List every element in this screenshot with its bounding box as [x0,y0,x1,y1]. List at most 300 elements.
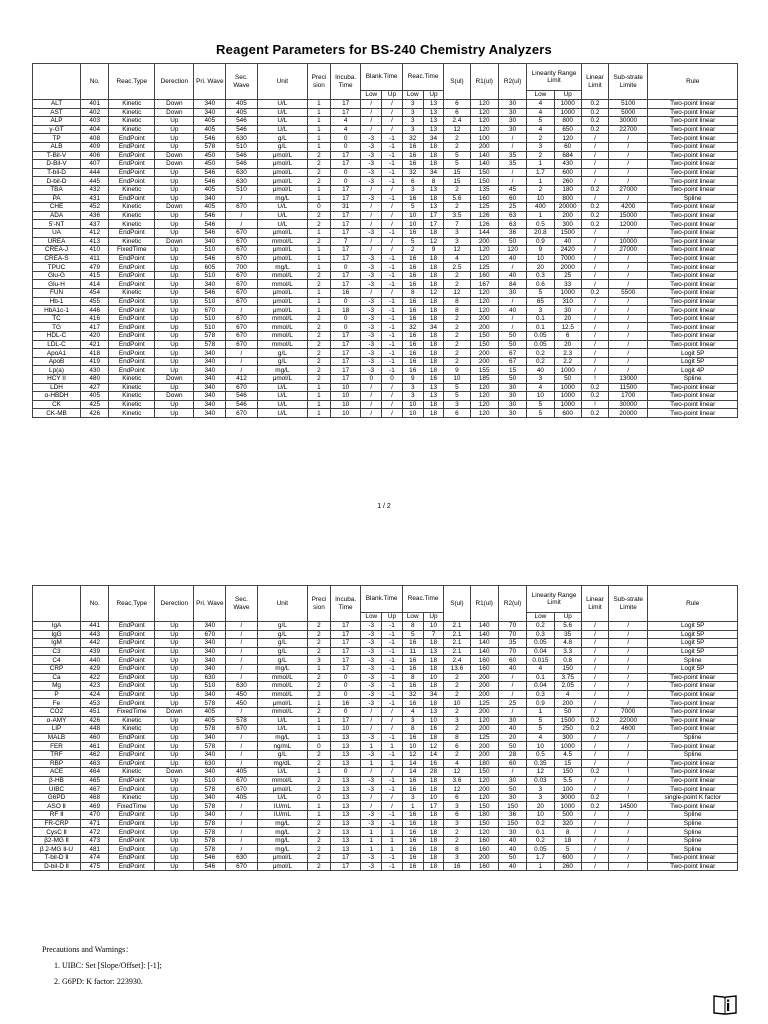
table-cell: / [361,100,382,109]
table-cell: U/L [257,400,307,409]
table-cell: 150 [470,340,498,349]
table-cell: EndPoint [109,194,155,203]
header-blank-up: Up [382,91,403,100]
table-cell: 16 [402,785,423,794]
table-cell: 340 [194,237,226,246]
table-cell: 426 [81,716,109,725]
table-cell: Logit 5P [648,664,738,673]
table-cell: 50 [554,375,581,384]
table-cell: μmol/L [257,160,307,169]
table-cell: EndPoint [109,682,155,691]
table-cell: 2 [402,246,423,255]
table-cell: 16 [402,828,423,837]
table-cell: 340 [194,392,226,401]
table-cell: 50 [498,854,526,863]
table-cell: 18 [554,836,581,845]
table-cell: μmol/L [257,699,307,708]
table-cell: 30 [498,392,526,401]
table-cell: 464 [81,768,109,777]
table-cell: 16 [402,845,423,854]
table-cell: 546 [194,211,226,220]
table-cell: 17 [423,802,444,811]
table-cell: Two-point linear [648,862,738,871]
table-cell: Mg [33,682,81,691]
header-reac-type: Reac.Type [109,64,155,100]
table-cell: / [361,108,382,117]
header-lin-low: Low [527,91,554,100]
table-cell: 6 [444,742,470,751]
table-row [33,280,738,289]
table-cell: / [581,228,608,237]
table-cell: 1000 [554,289,581,298]
table-cell: 12 [444,768,470,777]
table-cell: T-bil-D Ⅱ [33,854,81,863]
table-cell: CO2 [33,707,81,716]
table-cell: 1 [402,802,423,811]
header-rule: Rule [648,586,738,622]
table-cell: Two-point linear [648,177,738,186]
table-cell: ApoB [33,357,81,366]
table-cell: 425 [81,400,109,409]
table-cell: 3 [527,306,554,315]
table-cell: 17 [330,194,361,203]
table-cell: EndPoint [109,647,155,656]
table-cell: 0 [307,742,330,751]
table-cell: 1 [382,759,403,768]
table-cell: Up [155,142,194,151]
table-cell: / [609,323,648,332]
table-cell: 5 [402,203,423,212]
table-row [33,819,738,828]
table-cell: / [581,854,608,863]
table-cell: 4 [554,690,581,699]
table-cell: 578 [194,332,226,341]
table-cell: / [581,366,608,375]
table-cell: 10 [527,254,554,263]
table-cell: / [609,656,648,665]
table-cell: 340 [194,656,226,665]
table-cell: 340 [194,349,226,358]
table-cell: / [609,836,648,845]
table-cell: 18 [423,332,444,341]
table-cell: 120 [470,828,498,837]
table-cell: 2.2 [554,357,581,366]
table-cell: -3 [361,639,382,648]
table-cell: 40 [527,366,554,375]
table-cell: 30 [498,409,526,418]
table-cell: 448 [81,725,109,734]
table-row [33,246,738,255]
header-unit: Unit [257,64,307,100]
table-cell: -1 [382,664,403,673]
table-cell: 125 [470,699,498,708]
table-cell: 4200 [609,203,648,212]
table-cell: -3 [361,776,382,785]
table-cell: 0 [330,682,361,691]
table-cell: EndPoint [109,168,155,177]
table-cell: 120 [470,776,498,785]
table-cell: 546 [194,134,226,143]
table-cell: 510 [194,271,226,280]
table-cell: CREA-J [33,246,81,255]
table-row [33,793,738,802]
header-lin-low: Low [527,613,554,622]
table-cell: g/L [257,349,307,358]
table-cell: Down [155,768,194,777]
table-cell: EndPoint [109,271,155,280]
table-cell: -3 [361,819,382,828]
table-cell: 469 [81,802,109,811]
table-cell: 13 [330,793,361,802]
table-cell: 0.2 [527,357,554,366]
table-cell: -3 [361,349,382,358]
table-cell: / [609,228,648,237]
table-cell: 2 [307,707,330,716]
table-cell: HbA1c-1 [33,306,81,315]
table-cell: 3 [444,854,470,863]
header-reac-type: Reac.Type [109,586,155,622]
table-cell: / [498,690,526,699]
table-cell: 8 [402,622,423,631]
table-row [33,854,738,863]
header-no: No. [81,586,109,622]
table-cell: / [226,630,258,639]
table-cell: 0.2 [527,836,554,845]
table-cell: 1000 [554,802,581,811]
table-cell: 1.7 [527,168,554,177]
table-cell: / [581,168,608,177]
table-cell: -3 [361,323,382,332]
table-cell: Up [155,664,194,673]
table-cell: 0.2 [581,768,608,777]
table-cell: 16 [402,862,423,871]
table-cell: 12 [444,289,470,298]
table-cell: Two-point linear [648,117,738,126]
table-cell: Kinetic [109,400,155,409]
table-cell: 13 [330,802,361,811]
table-cell: Two-point linear [648,707,738,716]
table-cell: 17 [423,220,444,229]
table-cell: 0.2 [581,802,608,811]
table-cell: Up [155,828,194,837]
table-cell: 20 [527,263,554,272]
table-cell: 4.5 [554,750,581,759]
table-cell: / [382,108,403,117]
table-cell: Down [155,707,194,716]
table-cell: 12 [444,246,470,255]
table-cell: 411 [81,254,109,263]
table-cell: -1 [382,811,403,820]
table-cell: 2 [307,647,330,656]
table-cell: μmol/L [257,785,307,794]
table-cell: / [226,357,258,366]
table-cell: 500 [554,811,581,820]
table-cell: / [581,664,608,673]
table-cell: EndPoint [109,656,155,665]
header-s: S(ul) [444,586,470,622]
table-cell: -3 [361,340,382,349]
table-cell: μmol/L [257,289,307,298]
table-cell: / [581,699,608,708]
table-cell: 2 [307,314,330,323]
table-cell: 0.2 [581,108,608,117]
table-cell: 0.05 [527,340,554,349]
table-cell: 2 [307,750,330,759]
table-cell: -3 [361,297,382,306]
table-cell: 670 [226,246,258,255]
table-cell: 340 [194,690,226,699]
table-cell: / [581,297,608,306]
table-cell: 426 [81,409,109,418]
table-cell: 18 [423,682,444,691]
table-cell: 16 [402,280,423,289]
table-row [33,707,738,716]
table-cell: 2 [307,271,330,280]
table-cell: 2 [307,211,330,220]
table-cell: 1 [307,768,330,777]
table-cell: 120 [470,383,498,392]
header-reac-time: Reac.Time [402,64,443,91]
table-cell: 2 [307,168,330,177]
table-cell: Spline [648,819,738,828]
table-cell: Ca [33,673,81,682]
table-cell: 13 [423,100,444,109]
table-cell: 0.015 [527,656,554,665]
table-cell: 2 [444,357,470,366]
table-cell: 7 [444,220,470,229]
table-cell: 160 [470,836,498,845]
header-reac-low: Low [402,613,423,622]
table-cell: 18 [423,142,444,151]
table-cell: 2 [307,759,330,768]
table-cell: FER [33,742,81,751]
table-cell: U/L [257,725,307,734]
table-cell: 16 [402,349,423,358]
table-header [33,586,738,622]
table-cell: 35 [554,630,581,639]
table-cell: 340 [194,811,226,820]
table-cell: 17 [330,108,361,117]
reagent-table-page1 [32,63,738,418]
table-cell: U/L [257,117,307,126]
table-cell: 50 [498,237,526,246]
table-cell: 30 [498,400,526,409]
table-cell: 436 [81,211,109,220]
table-cell: 120 [470,392,498,401]
table-cell: Two-point linear [648,254,738,263]
table-cell: 200 [470,682,498,691]
table-cell: EndPoint [109,366,155,375]
table-cell: 200 [554,699,581,708]
table-cell: 10 [330,409,361,418]
table-cell: 2 [444,134,470,143]
table-cell: 445 [81,177,109,186]
note-item: 2. G6PD: K factor: 223930. [54,977,143,986]
table-cell: 0.9 [527,237,554,246]
table-cell: / [581,280,608,289]
table-cell: -1 [382,194,403,203]
table-cell: 34 [423,323,444,332]
table-cell: 670 [226,203,258,212]
table-cell: -1 [382,228,403,237]
table-cell: 578 [194,819,226,828]
table-cell: EndPoint [109,664,155,673]
table-cell: / [382,100,403,109]
table-cell: 33 [554,280,581,289]
table-cell: 4 [527,108,554,117]
table-cell: 70 [498,647,526,656]
table-cell: -1 [382,639,403,648]
table-cell: Kinetic [109,108,155,117]
table-cell: 200 [470,707,498,716]
table-cell: 427 [81,383,109,392]
table-cell: 25 [498,699,526,708]
table-cell: / [361,768,382,777]
table-cell: 18 [423,160,444,169]
table-cell: -3 [361,177,382,186]
table-cell: single-point K factor [648,793,738,802]
table-cell: 340 [194,793,226,802]
table-cell: 546 [194,854,226,863]
table-cell: 40 [554,237,581,246]
table-cell: 0.5 [527,220,554,229]
table-cell: -3 [361,254,382,263]
table-cell: 10 [423,716,444,725]
table-row [33,400,738,409]
table-cell: 5.6 [554,622,581,631]
table-cell: HDL-C [33,332,81,341]
table-cell: -3 [361,682,382,691]
table-cell: 340 [194,733,226,742]
table-cell: 17 [330,280,361,289]
table-cell: -1 [382,622,403,631]
table-cell: -1 [382,699,403,708]
table-cell: 1 [307,400,330,409]
table-cell: 16 [402,297,423,306]
table-cell: Up [155,228,194,237]
table-cell: 0 [330,323,361,332]
table-cell: EndPoint [109,690,155,699]
table-cell: β-HB [33,776,81,785]
table-cell: 2 [307,160,330,169]
table-cell: FUN [33,289,81,298]
table-cell: β 2-MG Ⅱ-U [33,845,81,854]
table-cell: 1000 [554,383,581,392]
table-cell: 10 [402,211,423,220]
table-cell: -1 [382,733,403,742]
table-cell: 200 [470,854,498,863]
table-cell: / [609,639,648,648]
table-cell: 4 [527,383,554,392]
table-cell: -1 [382,254,403,263]
table-cell: -3 [361,733,382,742]
table-cell: 40 [498,725,526,734]
table-cell: 27000 [609,185,648,194]
table-cell: 310 [554,297,581,306]
table-cell: Kinetic [109,289,155,298]
table-cell: 430 [554,160,581,169]
table-cell: LIP [33,725,81,734]
table-cell: 16 [402,733,423,742]
table-cell: -3 [361,699,382,708]
table-cell: 63 [498,220,526,229]
table-cell: 3 [402,185,423,194]
table-cell: 8 [402,673,423,682]
table-cell: 60 [498,194,526,203]
table-cell: 2000 [554,263,581,272]
table-cell: 1 [307,125,330,134]
table-cell: 8 [423,177,444,186]
table-cell: 3 [444,802,470,811]
table-cell: 16 [402,194,423,203]
table-cell: 120 [470,246,498,255]
table-cell: / [382,383,403,392]
table-cell: 546 [194,862,226,871]
table-cell: 200 [470,357,498,366]
table-cell: 3.5 [444,211,470,220]
table-cell: 13 [330,742,361,751]
table-cell: / [361,725,382,734]
table-cell: 17 [330,340,361,349]
table-cell: / [581,349,608,358]
table-cell: Two-point linear [648,246,738,255]
table-cell: 17 [330,100,361,109]
table-cell: mmol/L [257,776,307,785]
table-cell: 670 [226,228,258,237]
table-cell: 2 [307,622,330,631]
table-cell: 20000 [609,409,648,418]
table-cell: 200 [470,237,498,246]
table-cell: 432 [81,185,109,194]
table-cell: / [226,828,258,837]
table-cell: 1000 [554,108,581,117]
table-cell: 200 [470,142,498,151]
table-cell: 405 [226,108,258,117]
table-cell: 417 [81,323,109,332]
table-cell: / [581,263,608,272]
table-row [33,177,738,186]
table-cell: Up [155,742,194,751]
table-cell: 13 [330,836,361,845]
table-cell: mmol/L [257,682,307,691]
table-cell: 1 [307,185,330,194]
table-cell: Kinetic [109,725,155,734]
table-row [33,409,738,418]
table-row [33,836,738,845]
table-cell: 0.2 [581,185,608,194]
table-cell: Spline [648,750,738,759]
table-cell: Two-point linear [648,228,738,237]
table-cell: / [581,160,608,169]
table-cell: 10 [330,400,361,409]
table-cell: 0 [330,673,361,682]
table-cell: Two-point linear [648,297,738,306]
table-cell: Up [155,306,194,315]
table-cell: Up [155,400,194,409]
table-cell: 0.2 [581,125,608,134]
header-blank-time: Blank.Time [361,64,402,91]
table-cell: 125 [470,263,498,272]
table-cell: 407 [81,160,109,169]
table-cell: Kinetic [109,716,155,725]
table-cell: 35 [498,639,526,648]
table-cell: 150 [470,168,498,177]
table-cell: 126 [470,220,498,229]
header-sec-wave: Sec. Wave [226,64,258,100]
table-row [33,828,738,837]
table-cell: 670 [226,280,258,289]
table-cell: 1000 [554,392,581,401]
